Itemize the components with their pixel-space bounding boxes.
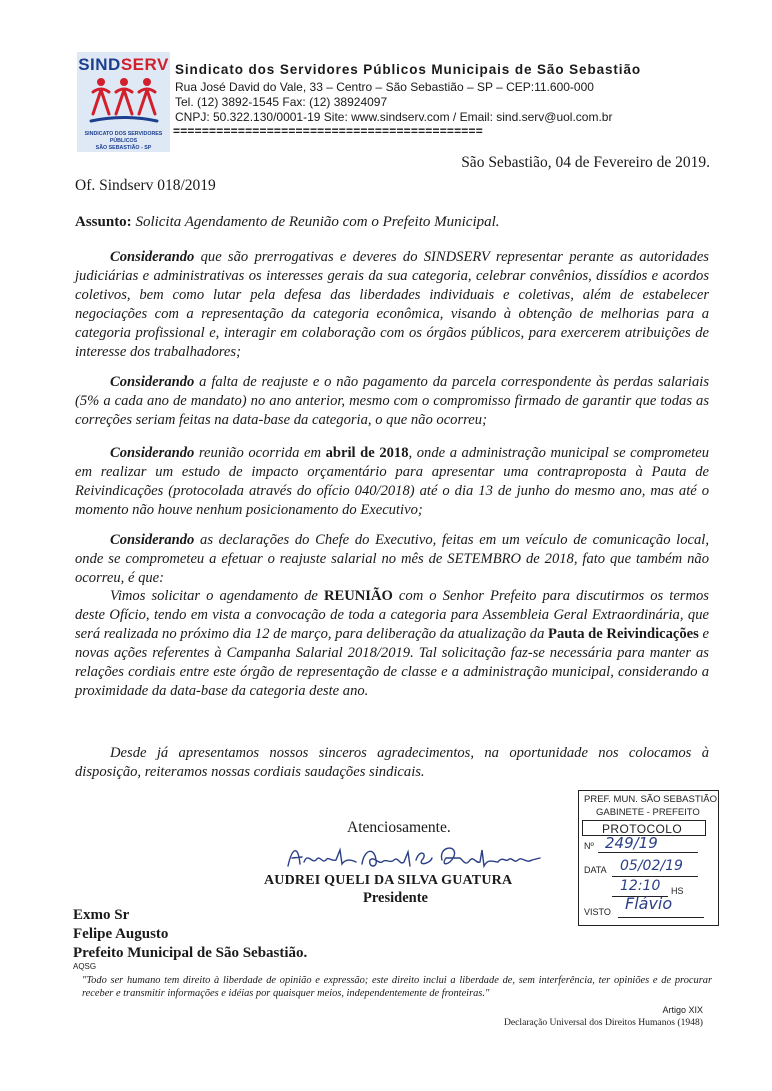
paragraph-3-text-b: , onde a administração municipal se comprometeu em realizar um estudo de impacto orçamentário para apresentar uma contraproposta à Pauta de Reivindicações (protocolada através do ofício 040/2018) até o dia 13 de junho do mesmo ano, mas até o momento não houve nenhum posicionamento do Executivo; <box>75 445 710 518</box>
addressee-name: Felipe Augusto <box>73 926 169 942</box>
stamp-date-line <box>612 876 698 877</box>
paragraph-4-text: as declarações do Chefe do Executivo, feitas em um veículo de comunicação local, onde se comprometeu a efetuar o reajuste salarial no mês de SETEMBRO de 2018, fato que também não ocorreu, é que: <box>75 532 709 586</box>
logo-caption-line-1: SINDICATO DOS SERVIDORES PÚBLICOS <box>84 131 163 144</box>
paragraph-5-text-c: e novas ações referentes à Campanha Salarial 2018/2019. Tal solicitação faz-se necessária para manter as relações cordiais entre este órgão de representação de classe e a administração municipal, considerando a proximidade da data-base da categoria deste ano. <box>75 626 709 699</box>
org-cnpj-contact: CNPJ: 50.322.130/0001-19 Site: www.sindserv.com / Email: sind.serv@uol.com.br <box>175 110 613 124</box>
paragraph-5-text-a: Vimos solicitar o agendamento de <box>110 588 324 604</box>
subject-line <box>75 214 500 231</box>
author-initials: AQSG <box>73 962 97 971</box>
paragraph-6: Desde já apresentamos nossos sinceros agradecimentos, na oportunidade nos colocamos à disposição, reiteramos nossas cordiais saudações sindicais. <box>75 745 709 780</box>
closing: Atenciosamente. <box>347 819 451 836</box>
logo-caption-line-2: SÃO SEBASTIÃO - SP <box>95 145 152 151</box>
quote-article: Artigo XIX <box>662 1005 703 1015</box>
stamp-number-value: 249/19 <box>605 834 658 852</box>
stamp-number-line <box>598 852 698 853</box>
paragraph-5-reuniao: REUNIÃO <box>323 588 393 604</box>
addressee-salutation: Exmo Sr <box>73 907 130 923</box>
stamp-date-label: DATA <box>584 865 607 875</box>
quote-source: Declaração Universal dos Direitos Humanos (1948) <box>503 1017 703 1028</box>
logo-figures-icon <box>89 74 159 128</box>
paragraph-4 <box>75 531 709 588</box>
stamp-line-1: PREF. MUN. SÃO SEBASTIÃO <box>584 794 718 805</box>
stamp-protocol-label: PROTOCOLO <box>602 822 683 836</box>
stamp-hs-label: HS <box>671 886 684 896</box>
paragraph-3-keyword: Considerando <box>110 445 195 461</box>
paragraph-2-keyword: Considerando <box>110 374 195 390</box>
logo-wordmark <box>77 55 170 75</box>
paragraph-5-text-b: com o Senhor Prefeito para discutirmos os termos deste Ofício, tendo em vista a convocação de toda a categoria para Assembleia Geral Extraordinária, que será realizada no próximo dia 12 de março, para deliberação da atualização da <box>75 588 709 642</box>
paragraph-5-pauta: Pauta de Reivindicações <box>548 626 699 642</box>
paragraph-2 <box>75 373 709 430</box>
stamp-visto-value: Flávio <box>625 894 673 913</box>
paragraph-3-date: abril de 2018 <box>325 445 409 461</box>
subject-label: Assunto: <box>75 214 132 230</box>
logo-word-serv: SERV <box>120 55 169 74</box>
paragraph-4-keyword: Considerando <box>110 532 195 548</box>
stamp-visto-label: VISTO <box>584 907 611 917</box>
oficio-number: Of. Sindserv 018/2019 <box>75 177 216 194</box>
sindserv-logo <box>77 52 170 152</box>
handwritten-signature <box>282 838 544 874</box>
stamp-line-2: GABINETE - PREFEITO <box>596 807 700 818</box>
org-address: Rua José David do Vale, 33 – Centro – São Sebastião – SP – CEP:11.600-000 <box>175 80 594 94</box>
org-name: Sindicato dos Servidores Públicos Municipais de São Sebastião <box>175 62 642 77</box>
subject-text: Solicita Agendamento de Reunião com o Prefeito Municipal. <box>135 214 500 230</box>
letterhead-separator: =========================================== <box>173 124 483 138</box>
stamp-time-value: 12:10 <box>620 878 661 894</box>
stamp-date-value: 05/02/19 <box>620 858 683 874</box>
addressee-title: Prefeito Municipal de São Sebastião. <box>73 945 308 961</box>
paragraph-1-text: que são prerrogativas e deveres do SINDSERV representar perante as autoridades judiciárias e administrativas os interesses gerais da sua categoria, celebrar convênios, dissídios e acordos coletivos, bem como lutar pela defesa das liberdades individuais e coletivas, além de estabelecer negociações com a representação da categoria econômica, visando à obtenção de melhorias para a categoria profissional e, interagir em colaboração com os órgãos públicos, para exercerem atribuições de interesse dos trabalhadores; <box>75 249 709 360</box>
org-phone: Tel. (12) 3892-1545 Fax: (12) 38924097 <box>175 95 388 109</box>
paragraph-1 <box>75 248 709 362</box>
paragraph-1-keyword: Considerando <box>110 249 195 265</box>
signatory-title: Presidente <box>363 890 428 906</box>
logo-word-sind: SIND <box>78 55 121 74</box>
place-date: São Sebastião, 04 de Fevereiro de 2019. <box>461 154 710 171</box>
footer-quote: "Todo ser humano tem direito à liberdade de opinião e expressão; este direito inclui a liberdade de, sem interferência, ter opiniões e de procurar receber e transmitir informações e idéias por quaisquer meios, independentemente de fronteiras." <box>82 975 712 999</box>
stamp-number-label: Nº <box>584 841 594 851</box>
signatory-name: AUDREI QUELI DA SILVA GUATURA <box>264 873 513 888</box>
stamp-visto-line <box>618 917 704 918</box>
paragraph-5 <box>75 587 709 701</box>
paragraph-2-text: a falta de reajuste e o não pagamento da parcela correspondente às perdas salariais (5% a cada ano de mandato) no ano anterior, mesmo com o compromisso firmado de garantir que todas as correções seriam feitas na data-base da categoria, o que não ocorreu; <box>75 374 709 428</box>
paragraph-3 <box>75 444 709 520</box>
logo-caption <box>77 131 170 152</box>
paragraph-3-text-a: reunião ocorrida em <box>194 445 326 461</box>
protocol-stamp <box>578 790 719 926</box>
